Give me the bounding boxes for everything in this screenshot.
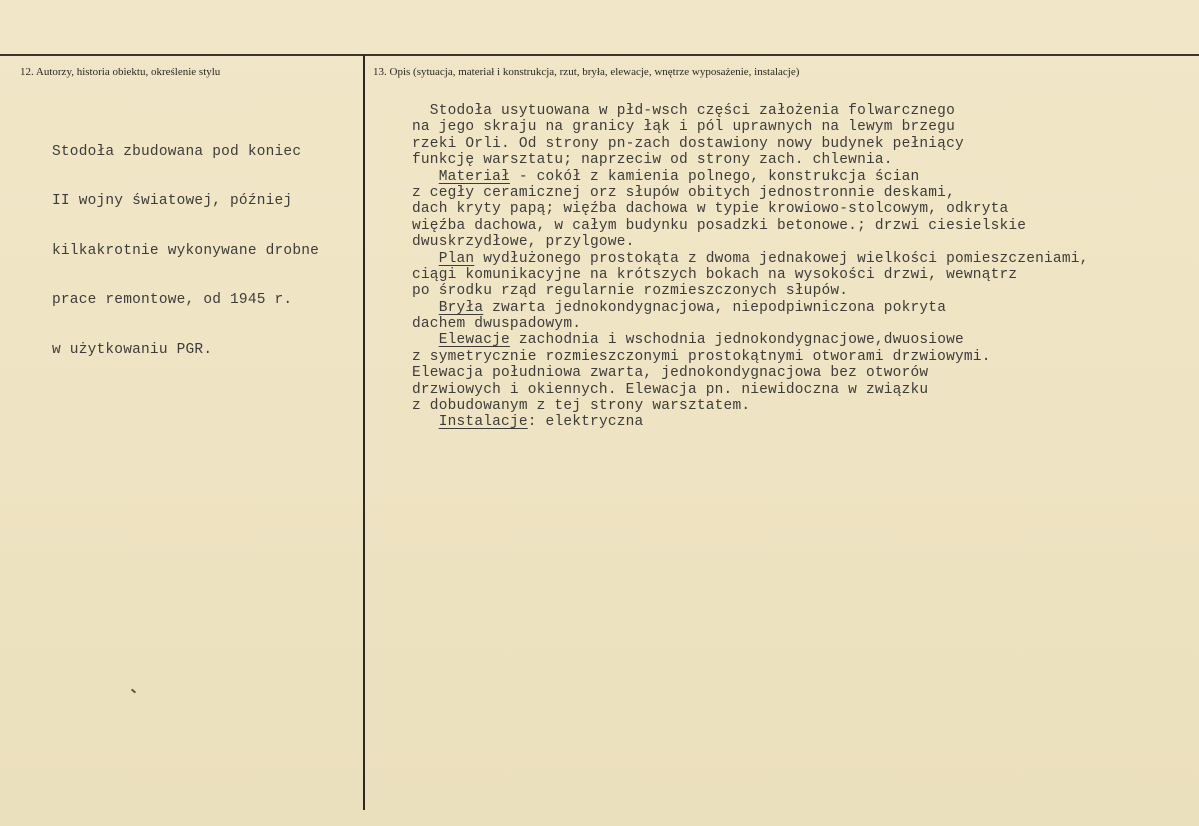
section-heading: Elewacje [438, 332, 510, 349]
line-text: z cegły ceramicznej orz słupów obitych jednostronnie deskami, [412, 184, 955, 201]
line-text: rzeki Orli. Od strony pn-zach dostawiony nowy budynek pełniący [412, 135, 964, 152]
line-text: ciągi komunikacyjne na krótszych bokach na wysokości drzwi, wewnątrz [412, 266, 1018, 283]
line-text: funkcję warsztatu; naprzeciw od strony zach. chlewnia. [412, 152, 893, 169]
field-13-line [412, 398, 1089, 414]
column-divider [363, 55, 365, 810]
line-text: - cokół z kamienia polnego, konstrukcja ścian [509, 168, 920, 185]
indent [412, 332, 439, 348]
top-rule [0, 54, 1199, 56]
field-13-line [412, 349, 1089, 365]
field-13-line [412, 316, 1089, 332]
field-13-line [412, 152, 1089, 168]
field-12-line: Stodoła zbudowana pod koniec [52, 144, 302, 160]
section-heading: Plan [438, 250, 475, 267]
field-13-line [412, 218, 1089, 234]
field-13-line [412, 185, 1089, 201]
line-text: dwuskrzydłowe, przylgowe. [412, 234, 635, 251]
field-12-line: kilkakrotnie wykonywane drobne [52, 242, 320, 259]
field-13-line [412, 136, 1089, 152]
field-13-line [412, 365, 1089, 381]
line-text: dachem dwuspadowym. [412, 316, 582, 333]
field-13-line [412, 119, 1089, 135]
line-text: : elektryczna [527, 414, 644, 431]
line-text: z symetrycznie rozmieszczonymi prostokątnymi otworami drzwiowymi. [412, 348, 991, 365]
section-heading: Bryła [438, 299, 484, 316]
line-text: zwarta jednokondygnacjowa, niepodpiwniczona pokryta [483, 299, 947, 316]
field-13-line [412, 169, 1089, 185]
section-heading: Instalacje [438, 414, 528, 431]
field-13-line [412, 103, 1089, 119]
line-text: wydłużonego prostokąta z dwoma jednakowej wielkości pomieszczeniami, [474, 250, 1089, 267]
field-13-line [412, 332, 1089, 348]
line-text: po środku rząd regularnie rozmieszczonych słupów. [412, 283, 849, 300]
field-13-line [412, 267, 1089, 283]
indent [412, 251, 439, 267]
field-12-line: w użytkowaniu PGR. [52, 341, 213, 358]
line-text: zachodnia i wschodnia jednokondygnacjowe,dwuosiowe [509, 332, 964, 349]
field-13-label: 13. Opis (sytuacja, materiał i konstrukcja, rzut, bryła, elewacje, wnętrze wyposażenie, instalacje) [373, 66, 800, 78]
field-13-line [412, 234, 1089, 250]
field-13-line [412, 201, 1089, 217]
line-text: drzwiowych i okiennych. Elewacja pn. niewidoczna w związku [412, 381, 929, 398]
field-12-label: 12. Autorzy, historia obiektu, określenie stylu [20, 66, 221, 78]
indent [412, 169, 439, 185]
line-text: dach kryty papą; więźba dachowa w typie krowiowo-stolcowym, odkryta [412, 201, 1009, 218]
field-12-line: II wojny światowej, później [52, 193, 293, 210]
line-text: z dobudowanym z tej strony warsztatem. [412, 398, 751, 415]
field-13-line [412, 283, 1089, 299]
indent [412, 414, 439, 430]
line-text: Stodoła usytuowana w płd-wsch części założenia folwarcznego [412, 103, 955, 119]
line-text: więźba dachowa, w całym budynku posadzki betonowe.; drzwi ciesielskie [412, 217, 1027, 234]
line-text: na jego skraju na granicy łąk i pól uprawnych na lewym brzegu [412, 119, 955, 136]
field-13-line [412, 414, 1089, 430]
stray-mark [131, 689, 136, 694]
field-12-line: prace remontowe, od 1945 r. [52, 292, 293, 309]
line-text: Elewacja południowa zwarta, jednokondygnacjowa bez otworów [412, 365, 929, 382]
field-13-line [412, 251, 1089, 267]
indent [412, 300, 439, 316]
field-12-text [52, 111, 319, 391]
field-13-line [412, 382, 1089, 398]
field-13-text [412, 103, 1089, 431]
section-heading: Materiał [438, 168, 510, 185]
field-13-line [412, 300, 1089, 316]
